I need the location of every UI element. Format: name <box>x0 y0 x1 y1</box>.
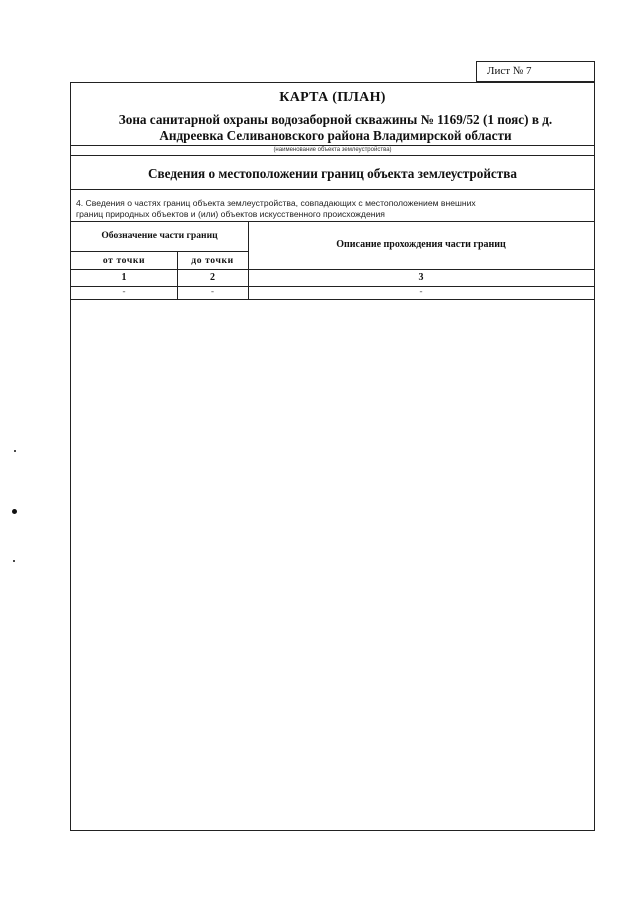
document-title: КАРТА (ПЛАН) <box>279 90 386 105</box>
column-number-3: 3 <box>418 272 424 283</box>
paragraph-line-1: 4. Сведения о частях границ объекта землеустройства, совпадающих с местоположением внешних <box>76 198 476 208</box>
header-boundary-designation: Обозначение части границ <box>101 230 218 241</box>
title-divider <box>71 145 594 146</box>
header-to-point: до точки <box>191 255 234 266</box>
header-from-point: от точки <box>102 255 146 266</box>
subtitle-line-1: Зона санитарной охраны водозаборной скважины № 1169/52 (1 пояс) в д. <box>118 112 553 127</box>
row-from-point: - <box>122 286 126 296</box>
section-divider <box>71 189 594 190</box>
sheet-number-label: Лист № 7 <box>487 65 532 77</box>
binding-hole-mark <box>12 509 17 514</box>
column-number-2: 2 <box>210 272 215 283</box>
header-boundary-description: Описание прохождения части границ <box>336 239 506 250</box>
sheet-number-box <box>476 61 595 82</box>
scan-speck-mark <box>14 450 16 452</box>
subtitle-caption: (наименование объекта землеустройства) <box>273 147 392 153</box>
column-number-1: 1 <box>121 272 127 283</box>
document-subtitle <box>91 112 580 144</box>
document-frame <box>70 82 595 831</box>
section-heading: Сведения о местоположении границ объекта землеустройства <box>148 166 517 181</box>
table-bottom-border <box>71 299 594 300</box>
section-paragraph <box>76 198 582 220</box>
paragraph-line-2: границ природных объектов и (или) объектов искусственного происхождения <box>76 209 385 219</box>
row-description: - <box>419 286 423 296</box>
subtitle-line-2: Андреевка Селивановского района Владимирской области <box>159 128 512 143</box>
scan-speck-mark <box>13 560 15 562</box>
caption-divider <box>71 155 594 156</box>
row-to-point: - <box>211 286 214 296</box>
